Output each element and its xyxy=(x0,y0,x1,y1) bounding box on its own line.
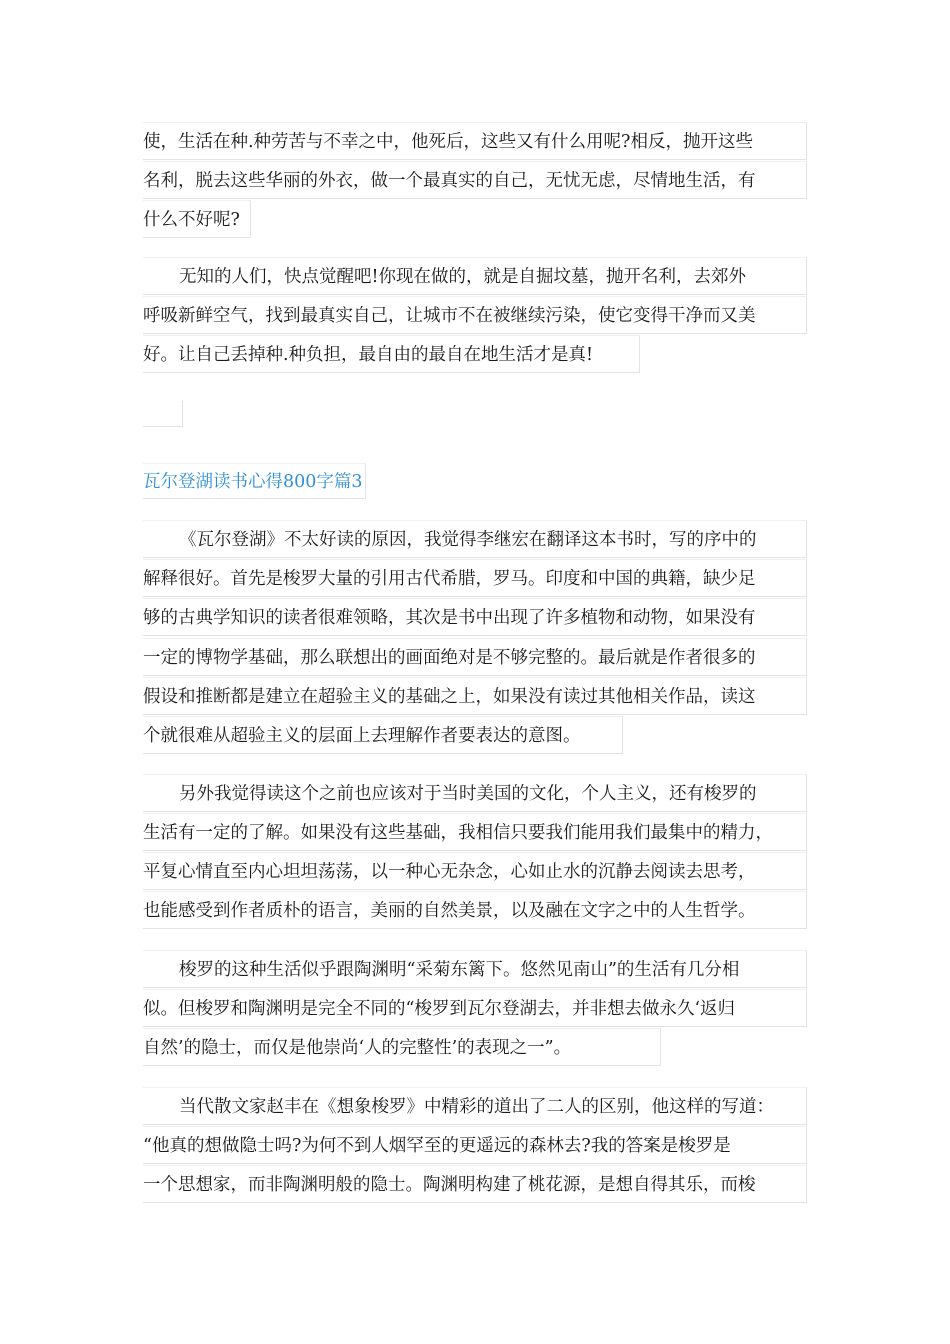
paragraph-4-line-4: 也能感受到作者质朴的语言，美丽的自然美景，以及融在文字之中的人生哲学。 xyxy=(143,891,807,929)
paragraph-6-line-3: 一个思想家，而非陶渊明般的隐士。陶渊明构建了桃花源，是想自得其乐，而梭 xyxy=(143,1165,807,1203)
empty-placeholder xyxy=(143,401,183,427)
paragraph-4-line-1: 另外我觉得读这个之前也应该对于当时美国的文化，个人主义，还有梭罗的 xyxy=(143,774,807,812)
paragraph-6-line-1: 当代散文家赵丰在《想象梭罗》中精彩的道出了二人的区别，他这样的写道： xyxy=(143,1087,807,1125)
paragraph-6-line-2: “他真的想做隐士吗?为何不到人烟罕至的更遥远的森林去?我的答案是梭罗是 xyxy=(143,1126,807,1164)
paragraph-4-line-2: 生活有一定的了解。如果没有这些基础，我相信只要我们能用我们最集中的精力， xyxy=(143,813,807,851)
paragraph-5-line-2: 似。但梭罗和陶渊明是完全不同的“梭罗到瓦尔登湖去，并非想去做永久‘返归 xyxy=(143,989,807,1027)
paragraph-1-line-1: 使，生活在种.种劳苦与不幸之中，他死后，这些又有什么用呢?相反，抛开这些 xyxy=(143,122,807,160)
paragraph-3-line-6: 个就很难从超验主义的层面上去理解作者要表达的意图。 xyxy=(143,716,623,754)
paragraph-2-line-2: 呼吸新鲜空气，找到最真实自己，让城市不在被继续污染，使它变得干净而又美 xyxy=(143,296,807,334)
paragraph-5-line-3: 自然’的隐士，而仅是他崇尚‘人的完整性’的表现之一”。 xyxy=(143,1028,661,1066)
paragraph-4-line-3: 平复心情直至内心坦坦荡荡，以一种心无杂念，心如止水的沉静去阅读去思考， xyxy=(143,852,807,890)
paragraph-5-line-1: 梭罗的这种生活似乎跟陶渊明“采菊东篱下。悠然见南山”的生活有几分相 xyxy=(143,950,807,988)
paragraph-3-line-4: 一定的博物学基础，那么联想出的画面绝对是不够完整的。最后就是作者很多的 xyxy=(143,638,807,676)
paragraph-3-line-3: 够的古典学知识的读者很难领略，其次是书中出现了许多植物和动物，如果没有 xyxy=(143,598,807,636)
paragraph-3-line-5: 假设和推断都是建立在超验主义的基础之上，如果没有读过其他相关作品，读这 xyxy=(143,677,807,715)
paragraph-2-line-3: 好。让自己丢掉种.种负担，最自由的最自在地生活才是真! xyxy=(143,335,640,373)
paragraph-1-line-3: 什么不好呢? xyxy=(143,200,251,238)
paragraph-1-line-2: 名利，脱去这些华丽的外衣，做一个最真实的自己，无忧无虑，尽情地生活，有 xyxy=(143,161,807,199)
section-heading: 瓦尔登湖读书心得800字篇3 xyxy=(143,463,366,499)
paragraph-3-line-1: 《瓦尔登湖》不太好读的原因，我觉得李继宏在翻译这本书时，写的序中的 xyxy=(143,520,807,558)
paragraph-2-line-1: 无知的人们，快点觉醒吧!你现在做的，就是自掘坟墓，抛开名利，去郊外 xyxy=(143,257,807,295)
paragraph-3-line-2: 解释很好。首先是梭罗大量的引用古代希腊，罗马。印度和中国的典籍，缺少足 xyxy=(143,559,807,597)
